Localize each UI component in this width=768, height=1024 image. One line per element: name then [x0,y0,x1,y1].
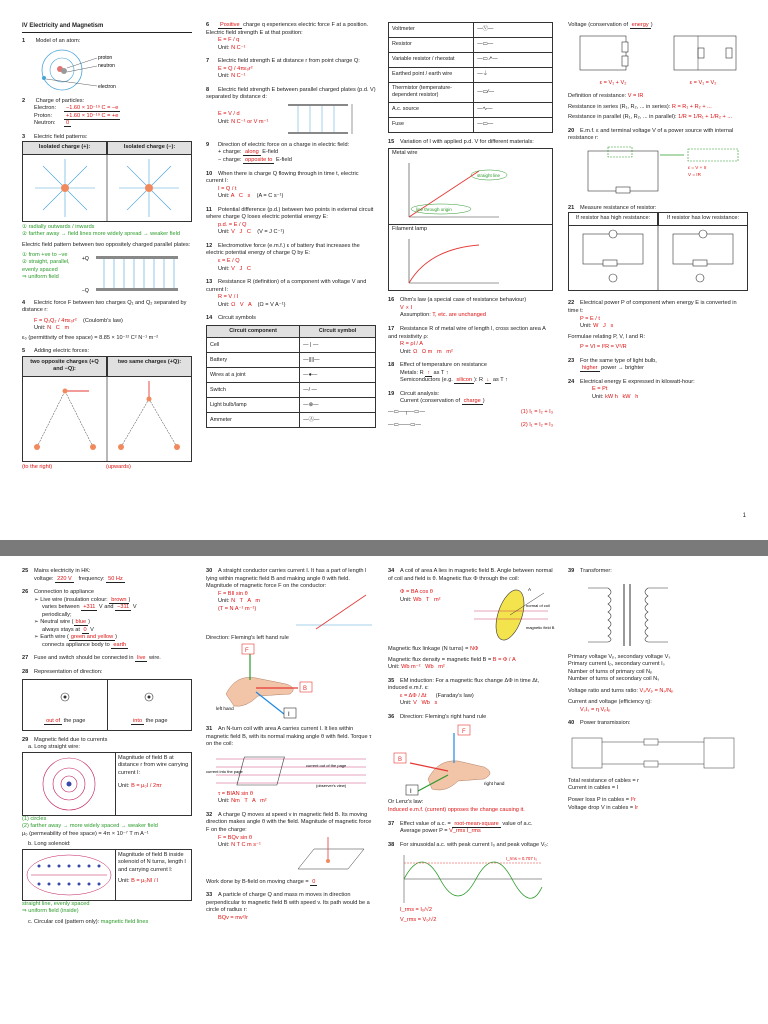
atom-diagram [22,48,132,92]
conductor-angle-diagram [286,591,376,631]
item-12: 12 Electromotive force (e.m.f.) ε of battery that increases the electric potential energy of charge Q by E: ε = E / Q Unit: V J C [206,242,360,272]
item-23: 23 For the same type of light bulb, higher power → brighter [568,357,657,372]
circuit-symbols-table: Circuit component Circuit symbol Cell — | — Battery —||||— Wires at a joint —●— Switch —/ — Light bulb/lamp —⊗— Ammeter —Ⓐ— [206,325,376,428]
page2-column-1 [22,568,192,932]
item-40: 40 Power transmission: Total resistance of cables = r Current in cables = I Power loss P in cables = I²r Voltage drop V in cables = Ir [568,720,748,812]
item-24: 24 Electrical energy E expressed in kilowatt-hour: E = Pt Unit: kW h kW h [568,378,695,400]
item-8: 8 Electric field strength E between parallel charged plates (p.d. V) separated by distance d: E = V / d Unit: N C⁻¹ or V m⁻¹ [206,87,376,136]
item-37: 37 Effect value of a.c. = root-mean-square value of a.c. Average power P = V_rms I_rms [388,820,533,835]
circuit-symbols-table-2: Voltmeter —Ⓥ— Resistor —▭— Variable resistor / rheostat —▭↗— Earthed point / earth wire —⏚ Thermistor (temperature-dependent resistor) —▭⁄— A.c. source —∿— Fuse —▭— [388,22,553,133]
page1-column-4 [568,22,748,407]
svg-text:left hand: left hand [216,706,234,712]
svg-text:current out of the page: current out of the page [306,762,347,768]
item-28: 28 Representation of direction: out of the page into the page [22,669,192,731]
item-6: 6 Positive charge q experiences electric force F at a position. Electric field strength E at that position: E = F / q Unit: N C⁻¹ [206,22,369,51]
into-page-icon [144,692,154,702]
emf-circuit [568,145,746,199]
right-hand-rule-figure [388,723,508,797]
charge-row: Electron: −1.60 × 10⁻¹⁹ C = −e [34,105,119,112]
item-26: 26 Connection to appliance ➢ Live wire (insulation colour: brown ) varies between +311 V and −311 V periodically; ➢ Neutral wire ( blue ) always stays at 0 V ➢ Earth wire ( green and yellow ) connects appliance body to earth [22,589,137,648]
item-20: 20 E.m.f. ε and terminal voltage V of a power source with internal resistance r: ε = V + Ir V = IR [568,128,748,199]
item-32: 32 A charge Q moves at speed v in magnetic field B. Its moving direction makes angle θ with the field. Magnitude of magnetic force F on the charge: F = BQv sin θ Unit: N T C m s⁻¹ Work done by B-field on moving charge = 0 [206,811,372,885]
item-35: 35 EM induction: For a magnetic flux change ΔΦ in time Δt, induced e.m.f. ε: ε = ΔΦ / Δt (Faraday's law) Unit: V Wb s [388,677,540,707]
item-11: 11 Potential difference (p.d.) between two points in external circuit where charge Q loses electric potential energy E: p.d. = E / Q Unit: V J C (V = J C⁻¹) [206,206,374,236]
svg-text:B: B [303,686,308,693]
adding-forces-table: two opposite charges (+Q and −Q): two same charges (+Q): [22,356,192,377]
page-number: 1 [742,512,746,519]
item-4: 4 Electric force F between two charges Q₁ and Q₂ separated by distance r: F = Q₁Q₂ / 4πε₀r² (Coulomb's law) Unit: N C m ε₀ (permittivity of free space) = 8.85 × 10⁻¹² C² N⁻¹ m⁻² [22,299,187,341]
power-transmission-diagram [568,730,738,776]
solenoid-field [23,850,116,900]
item-10: 10 When there is charge Q flowing through in time t, electric current I: I = Q / t Unit: A C s (A = C s⁻¹) [206,170,359,200]
coil-flux-diagram [470,583,555,643]
svg-text:−Q: −Q [82,287,89,294]
filament-lamp-iv-graph [389,235,539,287]
item-21: 21 Measure resistance of resistor: If resistor has high resistance: If resistor has low resistance: [568,205,748,295]
svg-text:(observer's view): (observer's view) [316,782,347,788]
field-pattern-table: Isolated charge (+): Isolated charge (−): [22,141,192,155]
transformer-diagram [568,578,688,652]
coil-torque-diagram [206,751,374,789]
out-of-page-icon [60,692,70,702]
item-19: 19 Circuit analysis: Current (conservation of charge ) —▭—┬—▭— (1) I₁ = I₂ + I₃ —▭——▭— (2) I₁ = I₂ = I₃ [388,390,553,429]
proton-label: proton [98,54,113,61]
svg-text:normal of coil: normal of coil [526,603,550,609]
neutron-label: neutron [98,62,115,69]
svg-text:F: F [245,648,249,655]
page1-column-2 [206,22,376,434]
voltage-conservation: Voltage (conservation of energy ) ε = V₁ + V₂ ε = V₁ = V₂ [568,22,748,87]
item-13: 13 Resistance R (definition) of a component with voltage V and current I: R = V / I Unit: Ω V A (Ω = V A⁻¹) [206,279,367,308]
moving-charge-diagram [288,835,368,875]
svg-text:right hand: right hand [484,781,505,787]
item-16: 16 Ohm's law (a special case of resistance behaviour) V ∝ I Assumption: T, etc. are unchanged [388,297,527,319]
item-1: 1 Model of an atom: proton neutron electron [22,38,192,92]
parallel-plates-field [82,252,182,294]
item-38: 38 For sinusoidal a.c. with peak current I₀ and peak voltage V₀: I_rms ≈ 0.707 I₀ I_rms = I₀/√2 V_rms = V₀/√2 [388,841,549,923]
page2-column-4 [568,568,748,818]
item-3: 3 Electric field patterns: Isolated charge (+): Isolated charge (−): ① radially outwards / inwards ② farther away → field lines more widely spread → weaker field Electric field pattern between two oppositely charged parallel plates: ① from +ve to −ve ② straight, parallel, evenly spaced ⇒ uniform field +Q −Q [22,133,191,294]
item-22: 22 Electrical power P of component when energy E is converted in time t: P = E / t Unit: W J s Formulae relating P, V, I and R: P = VI = I²R = V²/R [568,300,737,351]
item-33: 33 A particle of charge Q and mass m moves in direction perpendicular to magnetic field B with speed v. Its path would be a circle of radius r: BQv = mv²/r [206,892,370,921]
item-30: 30 A straight conductor carries current I. It has a part of length l lying within magnetic field B and making angle θ with field. Magnitude of magnetic force F on the conductor: F = BIl sin θ Unit: N T A m (T = N A⁻¹ m⁻¹) Direction: Fleming's left hand rule F B I left hand [206,568,376,720]
svg-text:I_rms ≈ 0.707 I₀: I_rms ≈ 0.707 I₀ [506,856,538,862]
charge-row: Proton: +1.60 × 10⁻¹⁹ C = +e [34,112,119,119]
svg-text:V = IR: V = IR [688,171,701,177]
item-14: 14 Circuit symbols Circuit component Circuit symbol Cell — | — Battery —||||— Wires at a joint —●— Switch —/ — Light bulb/lamp —⊗— Ammeter —Ⓐ— [206,315,376,428]
svg-text:I: I [410,789,412,796]
item-25: 25 Mains electricity in HK: voltage: 220 V frequency: 50 Hz [22,568,123,582]
page1-column-3 [388,22,553,436]
svg-text:I: I [288,712,290,719]
sinusoidal-ac-graph [388,851,548,905]
item-2: 2 Charge of particles: Electron: −1.60 × 10⁻¹⁹ C = −e Proton: +1.60 × 10⁻¹⁹ C = +e Neutron: 0 [22,98,192,128]
svg-text:A: A [528,587,532,593]
item-36: 36 Direction: Fleming's right hand rule F B I right hand Or Lenz's law: Induced e.m.f. (current) opposes the change causing it. [388,713,525,814]
adding-forces-diagrams [22,377,192,462]
item-18: 18 Effect of temperature on resistance Metals: R ↑ as T ↑ Semiconductors (e.g. silicon ): R ↓ as T ↑ [388,362,508,384]
item-31: 31 An N-turn coil with area A carries current I. It lies within magnetic field B, with its normal making angle θ with field. Torque τ on the coil: current into the page current out of the page (observer's view) τ = BIAN sin θ Unit: Nm T A m² [206,726,376,806]
measure-resistance-circuits [568,226,748,291]
voltage-circuits [568,32,746,78]
straight-wire-field [23,753,116,815]
item-17: 17 Resistance R of metal wire of length l, cross section area A and resistivity ρ: R = ρl / A Unit: Ω Ω m m m² [388,325,546,355]
svg-text:B: B [398,757,403,764]
section-title: IV Electricity and Magnetism [22,22,192,33]
item-29: 29 Magnetic field due to currents a. Long straight wire: Magnitude of field B at distance r from wire carrying current I: Unit: B = μ₀I / 2πr (1) circles (2) farther away → more widely spaced → weaker field μ₀ (permeability of free space) = 4π × 10⁻⁷ T m A⁻¹ b. Long solenoid: Magnitude of field B inside solenoid of N turns, length l and carrying current I: Unit: B = μ₀NI / l straight line, evenly spaced ⇒ uniform field (inside) c. Circular coil (pattern only): magnetic field lines [22,737,192,927]
item-9: 9 Direction of electric force on a charge in electric field: + charge: along E-field − charge: opposite to E-field [206,141,350,164]
electron-label: electron [98,83,116,90]
resistance-definition: Definition of resistance: V = IR Resistance in series (R₁, R₂, ... in series): R = R₁ + R₂ + ... Resistance in parallel (R₁, R₂, ... in parallel): 1/R = 1/R₁ + 1/R₂ + ... [568,93,733,121]
page1-column-1 [22,22,192,477]
page2-column-2 [206,568,376,928]
item-34: 34 A coil of area A lies in magnetic field B. Angle between normal of coil and field is θ. Magnetic flux Φ through the coil: Φ = BA cos θ Unit: Wb T m² A normal of coil magnetic field B Magnetic flux linkage (N turns) = NΦ Magnetic flux density = magnetic field B = B = Φ / A Unit: Wb m⁻² Wb m² [388,568,555,671]
item-27: 27 Fuse and switch should be connected in live wire. [22,655,161,662]
item-7: 7 Electric field strength E at distance r from point charge Q: E = Q / 4πε₀r² Unit: N C⁻¹ [206,58,360,80]
left-hand-rule-figure [206,644,316,720]
svg-text:line through origin: line through origin [416,206,452,212]
item-5: 5 Adding electric forces: two opposite charges (+Q and −Q): two same charges (+Q): (to the right) (upwards) [22,348,192,471]
svg-text:ε = V + Ir: ε = V + Ir [688,164,707,170]
charge-row: Neutron: 0 [34,120,70,127]
metal-wire-iv-graph [389,159,539,221]
page-2 [0,556,768,1024]
isolated-charge-fields [22,155,192,222]
svg-text:magnetic field B: magnetic field B [526,625,555,631]
plates-diagram [278,102,358,136]
page2-column-3 [388,568,553,930]
svg-text:current into the page: current into the page [206,768,243,774]
svg-text:+Q: +Q [82,255,89,262]
svg-text:F: F [462,729,466,736]
item-39: 39 Transformer: Primary voltage Vₚ, secondary voltage Vₛ Primary current Iₚ, secondary current Iₛ Number of turns of primary coil Nₚ Number of turns of secondary coil Nₛ Voltage ratio and turns ratio: Vₛ/Vₚ = Nₛ/Nₚ Current and voltage (efficiency η): VₛIₛ = η VₚIₚ [568,568,748,714]
item-15: 15 Variation of I with applied p.d. V for different materials: Metal wire straight line line through origin Filament lamp [388,139,553,292]
svg-text:straight line: straight line [477,172,501,178]
